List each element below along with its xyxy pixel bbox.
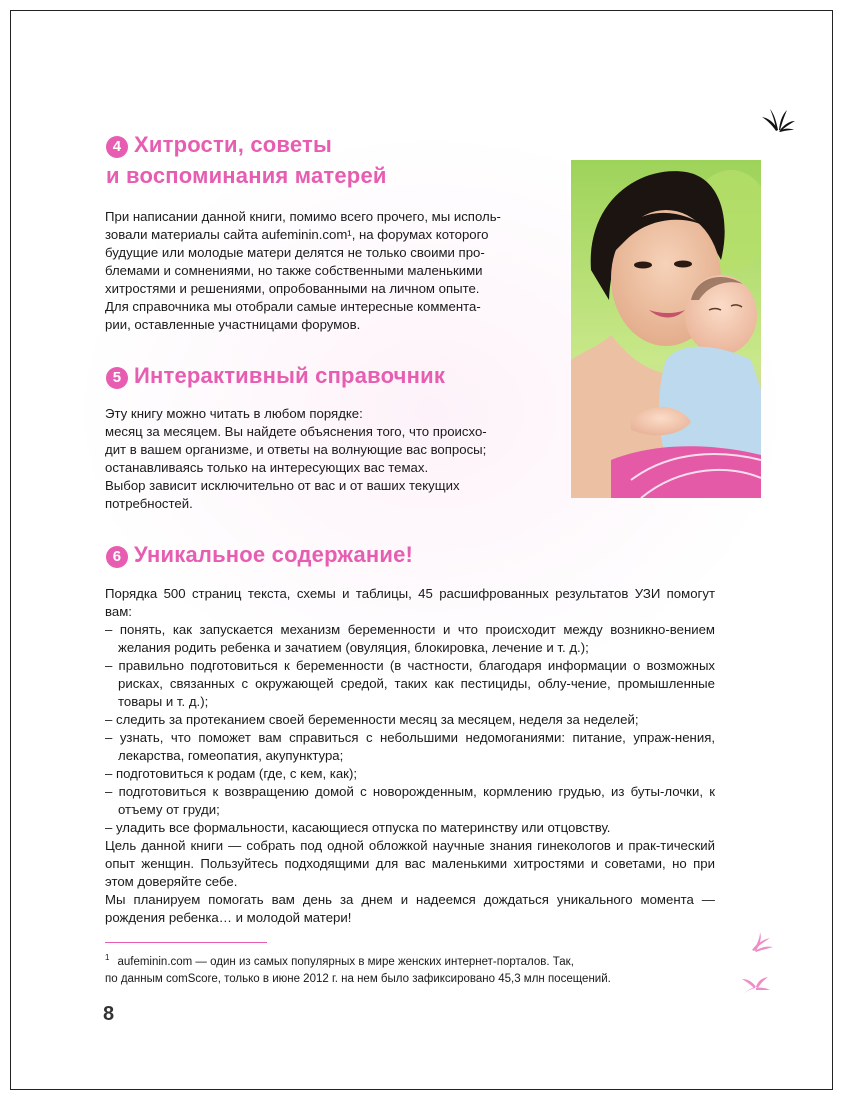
footnote-mark: 1 — [105, 953, 110, 962]
section-4-title-line2: и воспоминания матерей — [106, 163, 387, 188]
section-6-title-text: Уникальное содержание! — [134, 542, 414, 567]
section-5-title-text: Интерактивный справочник — [134, 363, 446, 388]
text-line: зовали материалы сайта aufeminin.com¹, на форумах которого — [105, 227, 489, 242]
text-line: потребностей. — [105, 496, 193, 511]
section-6-closing-1: Цель данной книги — собрать под одной обложкой научные знания гинекологов и прак-тический опыт женщин. Пользуйтесь подходящими для вас маленькими хитростями и советами, но при этом доверяйте себе. — [105, 838, 715, 889]
text-line: хитростями и решениями, опробованными на личном опыте. — [105, 281, 480, 296]
text-line: рии, оставленные участницами форумов. — [105, 317, 361, 332]
text-line: месяц за месяцем. Вы найдете объяснения того, что происхо- — [105, 424, 487, 439]
section-4-title — [106, 129, 387, 191]
footnote-rule — [105, 942, 267, 943]
section-6-closing-2: Мы планируем помогать вам день за днем и надеемся дождаться уникального момента — рождения ребенка… и молодой матери! — [105, 892, 715, 925]
section-5-number: 5 — [106, 367, 128, 389]
text-line: останавливаясь только на интересующих вас темах. — [105, 460, 429, 475]
flower-ornament-icon — [742, 975, 770, 993]
text-line: дит в вашем организме, и ответы на волнующие вас вопросы; — [105, 442, 487, 457]
footnote-line-1: aufeminin.com — один из самых популярных в мире женских интернет-порталов. Так, — [117, 955, 574, 968]
mother-and-baby-photo — [571, 160, 761, 498]
section-6-title — [106, 539, 413, 570]
page-number: 8 — [103, 1003, 115, 1025]
text-line: блемами и сомнениями, но также собственными маленькими — [105, 263, 483, 278]
text-line: Выбор зависит исключительно от вас и от ваших текущих — [105, 478, 460, 493]
section-5-title — [106, 360, 445, 391]
list-item: – подготовиться к родам (где, с кем, как); — [105, 765, 715, 783]
text-line: При написании данной книги, помимо всего прочего, мы исполь- — [105, 209, 501, 224]
section-4-paragraph — [105, 208, 552, 334]
section-6-intro: Порядка 500 страниц текста, схемы и таблицы, 45 расшифрованных результатов УЗИ помогут вам: — [105, 586, 715, 619]
list-item: – понять, как запускается механизм беременности и что происходит между возникно-вением желания родить ребенка и зачатием (овуляция, блокировка, лечение и т. д.); — [105, 621, 715, 657]
list-item: – узнать, что поможет вам справиться с небольшими недомоганиями: питание, упраж-нения, лекарства, гомеопатия, акупунктура; — [105, 729, 715, 765]
section-6-number: 6 — [106, 546, 128, 568]
flower-ornament-icon — [760, 108, 796, 134]
section-4-title-line1: Хитрости, советы — [134, 132, 332, 157]
text-line: будущие или молодые матери делятся не только своими про- — [105, 245, 485, 260]
section-4-number: 4 — [106, 136, 128, 158]
list-item: – следить за протеканием своей беременности месяц за месяцем, неделя за неделей; — [105, 711, 715, 729]
list-item: – подготовиться к возвращению домой с новорожденным, кормлению грудью, из буты-лочки, к отъему от груди; — [105, 783, 715, 819]
footnote — [105, 949, 715, 988]
list-item: – уладить все формальности, касающиеся отпуска по материнству или отцовству. — [105, 819, 715, 837]
section-6-list — [105, 621, 715, 837]
text-line: Для справочника мы отобрали самые интересные коммента- — [105, 299, 481, 314]
footnote-line-2: по данным comScore, только в июне 2012 г. на нем было зафиксировано 45,3 млн посещений. — [105, 972, 611, 985]
section-5-paragraph — [105, 405, 552, 513]
flower-ornament-icon — [748, 932, 774, 952]
text-line: Эту книгу можно читать в любом порядке: — [105, 406, 363, 421]
list-item: – правильно подготовиться к беременности (в частности, благодаря информации о возможных рисках, связанных с окружающей средой, таких как пестициды, облу-чение, промышленные товары и т. д.); — [105, 657, 715, 711]
